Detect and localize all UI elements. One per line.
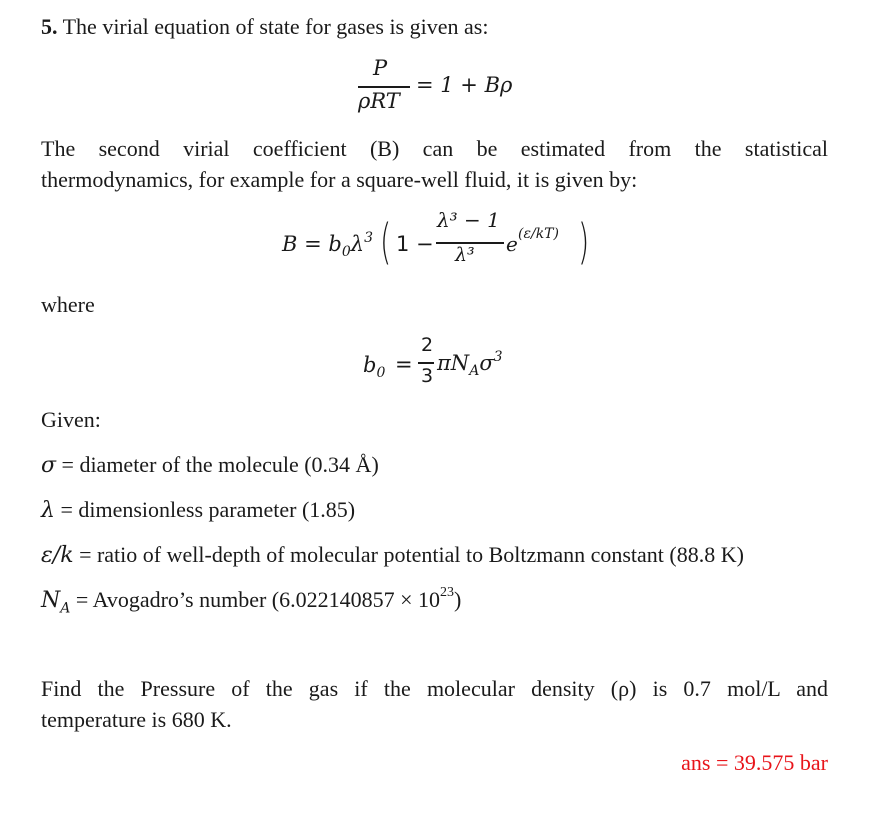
eq3-frac-numerator: 2 (421, 334, 434, 356)
question-text: Find the Pressure of the gas if the molecular density (ρ) is 0.7 mol/L and (41, 676, 828, 701)
eq2-exp-base: e (506, 232, 518, 256)
eq2-lhs: $B = b_0\lambda^3$ (282, 230, 373, 261)
eq3-fraction-bar (418, 362, 434, 364)
eq3-equals: = (395, 352, 413, 376)
eq1-numerator: P (373, 56, 388, 80)
eq3-frac-denominator: 3 (421, 365, 434, 387)
problem-number: 5. (41, 14, 58, 39)
problem-intro: The virial equation of state for gases is given as: (62, 14, 489, 39)
given-item-epsilon-k: ε/k = ratio of well-depth of molecular potential to Boltzmann constant (88.8 K) (41, 542, 744, 568)
question-text-line2: temperature is 680 K. (41, 707, 232, 732)
paragraph-virial-coefficient-line2: thermodynamics, for example for a square-well fluid, it is given by: (41, 167, 638, 192)
eq2-one-minus: 1 − (396, 232, 434, 256)
problem-statement (41, 14, 488, 40)
where-label: where (41, 292, 95, 317)
given-item-lambda: λ = dimensionless parameter (1.85) (41, 497, 356, 523)
paragraph-virial-coefficient: The second virial coefficient (B) can be estimated from the statistical (41, 136, 828, 161)
given-item-sigma: σ = diameter of the molecule (0.34 Å) (41, 452, 379, 478)
given-label: Given: (41, 407, 101, 432)
eq3-lhs: $b_0$ (363, 353, 386, 382)
given-item-avogadro: $N_A$ = Avogadro’s number $(6.022140857 \times 10^{23})$ (41, 585, 462, 617)
answer-text: ans = 39.575 bar (681, 750, 828, 775)
eq1-rhs: = 1 + Bρ (416, 73, 513, 97)
eq2-frac-denominator: λ³ (455, 244, 475, 266)
eq2-exponent: (ε/kT) (518, 226, 559, 242)
eq1-fraction-bar (358, 86, 410, 88)
eq2-open-paren: ( (380, 214, 392, 270)
eq2-close-paren: ) (578, 214, 590, 270)
eq3-rhs: $\pi N_A\sigma^3$ (437, 349, 503, 380)
eq1-denominator: ρRT (358, 89, 400, 113)
eq2-frac-numerator: λ³ − 1 (437, 208, 500, 232)
